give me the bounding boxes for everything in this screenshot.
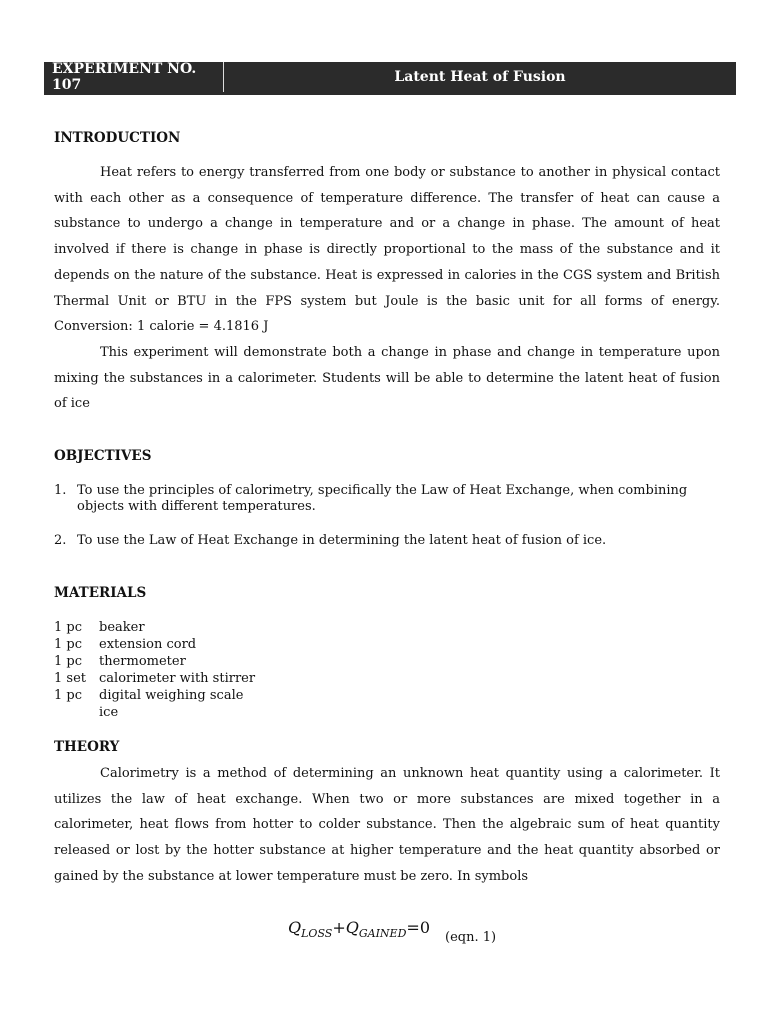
objectives-list (54, 483, 724, 549)
material-qty: 1 pc (54, 637, 83, 652)
objective-text: To use the principles of calorimetry, specifically the Law of Heat Exchange, when combining objects with different temperatures. (77, 483, 688, 514)
material-row (54, 636, 255, 653)
material-row (54, 670, 255, 687)
theory-heading: THEORY (54, 739, 120, 755)
experiment-number: EXPERIMENT NO. 107 (44, 62, 224, 92)
introduction-paragraph-1: Heat refers to energy transferred from one body or substance to another in physical contact with each other as a consequence of temperature difference. The transfer of heat can cause a substance to undergo a change in temperature and or a change in phase. The amount of heat involved if there is change in phase is directly proportional to the mass of the substance and it depends on the nature of the substance. Heat is expressed in calories in the CGS system and British Thermal Unit or BTU in the FPS system but Joule is the basic unit for all forms of energy. Conversion: 1 calorie = 4.1816 J (54, 165, 720, 335)
theory-paragraph: Calorimetry is a method of determining an unknown heat quantity using a calorimeter. It utilizes the law of heat exchange. When two or more substances are mixed together in a calorimeter, heat flows from hotter to colder substance. Then the algebraic sum of heat quantity released or lost by the hotter substance at higher temperature and the heat quantity absorbed or gained by the substance at lower temperature must be zero. In symbols (54, 766, 720, 884)
material-name: ice (99, 705, 119, 720)
equation-rhs: =0 (406, 918, 431, 937)
material-name: thermometer (99, 654, 186, 669)
introduction-paragraph-2: This experiment will demonstrate both a change in phase and change in temperature upon mixing the substances in a calorimeter. Students will be able to determine the latent heat of fusion of ice (54, 345, 720, 412)
equation-sub-loss: LOSS (301, 927, 333, 941)
material-name: beaker (99, 620, 145, 635)
material-name: digital weighing scale (99, 688, 244, 703)
introduction-heading: INTRODUCTION (54, 130, 181, 146)
material-name: extension cord (99, 637, 197, 652)
objectives-heading: OBJECTIVES (54, 448, 152, 464)
material-row (54, 687, 255, 704)
experiment-title: Latent Heat of Fusion (394, 69, 566, 85)
material-qty: 1 set (54, 671, 86, 686)
objective-item (54, 533, 724, 549)
material-name: calorimeter with stirrer (99, 671, 256, 686)
equation-number: (eqn. 1) (445, 930, 497, 945)
equation-q-loss: Q (288, 918, 302, 937)
material-row (54, 704, 255, 721)
equation-sub-gained: GAINED (358, 927, 407, 941)
materials-list (54, 619, 255, 721)
heat-exchange-equation (288, 918, 430, 940)
equation-plus: + (332, 918, 346, 937)
material-qty: 1 pc (54, 654, 83, 669)
materials-heading: MATERIALS (54, 585, 147, 601)
experiment-header (44, 62, 736, 95)
material-row (54, 619, 255, 636)
objective-number: 2. (54, 533, 67, 548)
objective-number: 1. (54, 483, 67, 498)
objective-item (54, 483, 724, 515)
equation-q-gained: Q (345, 918, 359, 937)
material-qty (54, 704, 99, 721)
material-qty: 1 pc (54, 688, 83, 703)
material-qty: 1 pc (54, 620, 83, 635)
objective-text: To use the Law of Heat Exchange in determining the latent heat of fusion of ice. (77, 533, 607, 548)
material-row (54, 653, 255, 670)
